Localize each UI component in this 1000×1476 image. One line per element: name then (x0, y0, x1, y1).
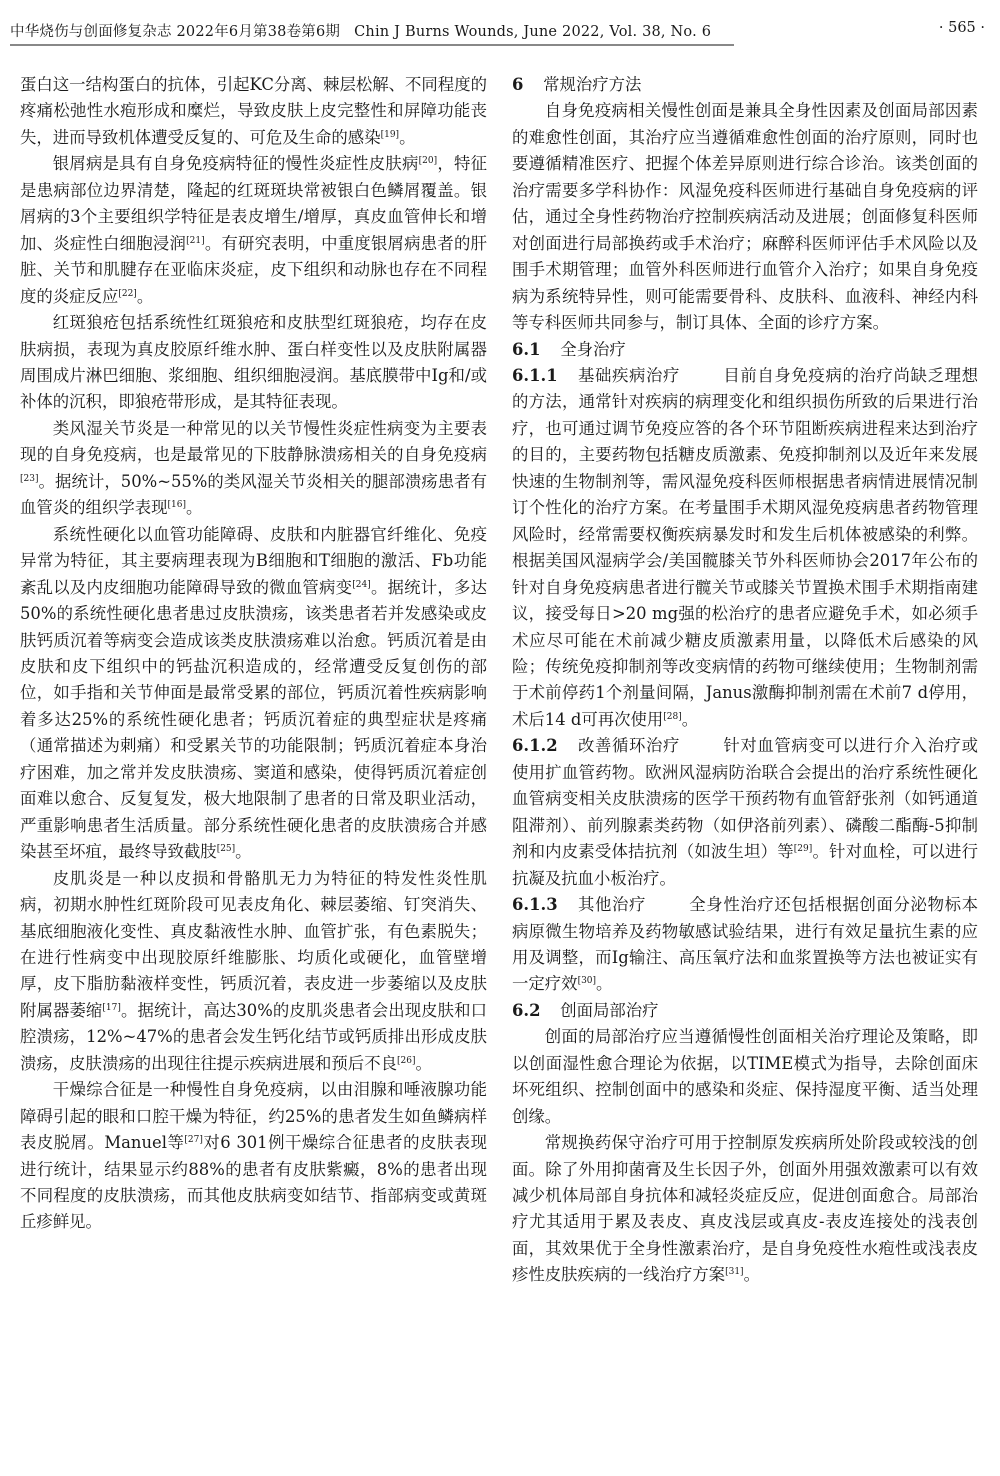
body-text: 。 (399, 127, 416, 147)
section-number: 6.1 (512, 339, 541, 359)
citation-ref: [16] (167, 500, 186, 511)
subsection-heading (512, 895, 689, 914)
citation-ref: [24] (352, 579, 371, 590)
subsection-heading (512, 736, 723, 755)
subsection-heading (512, 366, 723, 385)
body-text: 蛋白这一结构蛋白的抗体，引起KC分离、棘层松解、不同程度的疼痛松弛性水疱形成和糜烂，导致皮肤上皮完整性和屏障功能丧失，进而导致机体遭受反复的、可危及生命的感染 (20, 75, 487, 147)
right-column (512, 72, 978, 1289)
body-text: 。针对血栓，可以进行抗凝及抗血小板治疗。 (512, 842, 979, 888)
subsection-number: 6.1.1 (512, 365, 558, 385)
body-text: 。 (415, 1053, 432, 1073)
body-text: 针对血管病变可以进行介入治疗或使用扩血管药物。欧洲风湿病防治联合会提出的治疗系统性硬化血管病变相关皮肤溃疡的医学干预药物有血管舒张剂（如钙通道阻滞剂）、前列腺素类药物（如伊洛前列素）、磷酸二酯酶-5抑制剂和内皮素受体拮抗剂（如波生坦）等 (512, 736, 979, 862)
body-text: 系统性硬化以血管功能障碍、皮肤和内脏器官纤维化、免疫异常为特征，其主要病理表现为B细胞和T细胞的激活、Fb功能紊乱以及内皮细胞功能障碍导致的微血管病变 (20, 524, 487, 597)
citation-ref: [31] (725, 1267, 744, 1278)
paragraph (20, 1077, 487, 1236)
paragraph (20, 310, 487, 416)
citation-ref: [27] (184, 1135, 203, 1146)
paragraph (512, 1024, 978, 1130)
citation-ref: [19] (380, 129, 400, 140)
paragraph (20, 416, 487, 522)
body-text: 。有研究表明，中重度银屑病患者的肝脏、关节和肌腱存在亚临床炎症，皮下组织和动脉也存在不同程度的炎症反应 (20, 233, 488, 306)
body-text: 目前自身免疫病的治疗尚缺乏理想的方法，通常针对疾病的病理变化和组织损伤所致的后果进行治疗，也可通过调节免疫应答的各个环节阻断疾病进程来达到治疗的目的，主要药物包括糖皮质激素、免疫抑制剂以及近年来发展快速的生物制剂等，需风湿免疫科医师根据患者病情进展情况制订个性化的治疗方案。在考量围手术期风湿免疫病患者药物管理风险时，经常需要权衡疾病暴发时和发生后机体被感染的利弊。根据美国风湿病学会/美国髋膝关节外科医师协会2017年公布的针对自身免疫病患者进行髋关节或膝关节置换术围手术期指南建议，接受每日>20 mg强的松治疗的患者应避免手术，如必须手术应尽可能在术前减少糖皮质激素用量，以降低术后感染的风险；传统免疫抑制剂等改变病情的药物可继续使用；生物制剂需于术前停药1个剂量间隔，Janus激酶抑制剂需在术前7 d停用，术后14 d可再次使用 (512, 365, 979, 729)
section-heading (512, 337, 978, 363)
citation-ref: [23] (20, 473, 39, 484)
paragraph (20, 151, 487, 310)
subsection-number: 6.1.3 (512, 895, 558, 915)
citation-ref: [21] (186, 235, 205, 246)
journal-title-cn: 中华烧伤与创面修复杂志 2022年6月第38卷第6期 (10, 24, 341, 40)
subsection-title: 基础疾病治疗 (577, 365, 681, 385)
paragraph (512, 733, 978, 892)
citation-ref: [25] (216, 844, 236, 855)
citation-ref: [17] (102, 1002, 121, 1013)
citation-ref: [26] (396, 1055, 416, 1066)
paragraph (20, 522, 487, 866)
body-text: 。 (136, 286, 154, 306)
body-text: 皮肌炎是一种以皮损和骨骼肌无力为特征的特发性炎性肌病，初期水肿性红斑阶段可见表皮角化、棘层萎缩、钉突消失、基底细胞液化变性、真皮黏液性水肿、血管扩张，有色素脱失；在进行性病变中出现胶原纤维膨胀、均质化或硬化，血管壁增厚，皮下脂肪黏液样变性，钙质沉着，表皮进一步萎缩以及皮肤附属器萎缩 (20, 868, 487, 1020)
body-text: 。 (235, 842, 252, 862)
page-number: · 565 · (938, 20, 985, 36)
journal-citation (10, 20, 711, 41)
body-text: 自身免疫病相关慢性创面是兼具全身性因素及创面局部因素的难愈性创面，其治疗应当遵循难愈性创面的治疗原则，同时也要遵循精准医疗、把握个体差异原则进行综合诊治。该类创面的治疗需要多学科协作：风湿免疫科医师进行基础自身免疫病的评估，通过全身性药物治疗控制疾病活动及进展；创面修复科医师对创面进行局部换药或手术治疗；麻醉科医师评估手术风险以及围手术期管理；血管外科医师进行血管介入治疗；如果自身免疫病为系统特异性，则可能需要骨科、皮肤科、血液科、神经内科等专科医师共同参与，制订具体、全面的诊疗方案。 (512, 101, 978, 333)
journal-title-en: Chin J Burns Wounds, June 2022, Vol. 38, No. 6 (354, 24, 712, 40)
body-text: 红斑狼疮包括系统性红斑狼疮和皮肤型红斑狼疮，均存在皮肤病损，表现为真皮胶原纤维水肿、蛋白样变性以及皮肤附属器周围成片淋巴细胞、浆细胞、组织细胞浸润。基底膜带中Ig和/或补体的沉积，即狼疮带形成，是其特征表现。 (20, 313, 487, 412)
header-rule (10, 44, 734, 46)
section-heading (512, 72, 978, 98)
section-number: 6 (512, 75, 524, 94)
body-text: 银屑病是具有自身免疫病特征的慢性炎症性皮肤病 (52, 154, 419, 174)
paragraph (512, 98, 978, 336)
citation-ref: [22] (118, 288, 137, 299)
citation-ref: [30] (577, 976, 597, 987)
section-title: 全身治疗 (560, 339, 626, 359)
body-text: 。 (186, 498, 203, 518)
paragraph (20, 72, 487, 151)
citation-ref: [28] (663, 711, 682, 722)
body-text: 。 (596, 974, 613, 994)
section-title: 创面局部治疗 (560, 1000, 659, 1020)
citation-ref: [20] (418, 156, 438, 167)
section-number: 6.2 (512, 1000, 541, 1020)
body-text: 干燥综合征是一种慢性自身免疫病，以由泪腺和唾液腺功能障碍引起的眼和口腔干燥为特征，约25%的患者发生如鱼鳞病样表皮脱屑。Manuel等 (20, 1080, 487, 1153)
subsection-title: 其他治疗 (577, 895, 647, 915)
body-text: 。 (743, 1265, 760, 1285)
running-header (10, 20, 985, 46)
body-text: 。据统计，高达30%的皮肌炎患者会出现皮肤和口腔溃疡，12%~47%的患者会发生钙化结节或钙质排出形成皮肤溃疡，皮肤溃疡的出现往往提示疾病进展和预后不良 (20, 1000, 488, 1073)
citation-ref: [29] (793, 844, 813, 855)
subsection-number: 6.1.2 (512, 736, 558, 756)
body-text: 类风湿关节炎是一种常见的以关节慢性炎症性病变为主要表现的自身免疫病，也是最常见的下肢静脉溃疡相关的自身免疫病 (20, 418, 487, 465)
body-text: 。 (681, 709, 699, 729)
paragraph (512, 892, 978, 998)
paragraph (512, 363, 978, 733)
section-title: 常规治疗方法 (543, 75, 642, 94)
body-text: 创面的局部治疗应当遵循慢性创面相关治疗理论及策略，即以创面湿性愈合理论为依据，以TIME模式为指导，去除创面床坏死组织、控制创面中的感染和炎症、保持湿度平衡、适当处理创缘。 (512, 1027, 978, 1126)
body-text: 对6 301例干燥综合征患者的皮肤表现进行统计，结果显示约88%的患者有皮肤紫癜，8%的患者出现不同程度的皮肤溃疡，而其他皮肤病变如结节、指部病变或黄斑丘疹鲜见。 (20, 1133, 487, 1232)
subsection-title: 改善循环治疗 (577, 736, 681, 756)
paragraph (20, 866, 487, 1078)
section-heading (512, 998, 978, 1024)
body-text: ，特征是患病部位边界清楚，隆起的红斑斑块常被银白色鳞屑覆盖。银屑病的3个主要组织学特征是表皮增生/增厚，真皮血管伸长和增加、炎症性白细胞浸润 (20, 154, 488, 253)
body-text: 。据统计，多达50%的系统性硬化患者患过皮肤溃疡，该类患者若并发感染或皮肤钙质沉着等病变会造成该类皮肤溃疡难以治愈。钙质沉着是由皮肤和皮下组织中的钙盐沉积造成的，经常遭受反复创伤的部位，如手指和关节伸面是最常受累的部位，钙质沉着性疾病影响着多达25%的系统性硬化患者；钙质沉着症的典型症状是疼痛（通常描述为刺痛）和受累关节的功能限制；钙质沉着症本身治疗困难，加之常并发皮肤溃疡、窦道和感染，使得钙质沉着症创面难以愈合、反复复发，极大地限制了患者的日常及职业活动，严重影响患者生活质量。部分系统性硬化患者的皮肤溃疡合并感染甚至坏疽，最终导致截肢 (20, 577, 488, 862)
body-text: 常规换药保守治疗可用于控制原发疾病所处阶段或较浅的创面。除了外用抑菌膏及生长因子外，创面外用强效激素可以有效减少机体局部自身抗体和减轻炎症反应，促进创面愈合。局部治疗尤其适用于累及表皮、真皮浅层或真皮-表皮连接处的浅表创面，其效果优于全身性激素治疗，是自身免疫性水疱性或浅表皮疹性皮肤疾病的一线治疗方案 (512, 1133, 978, 1285)
left-column (20, 72, 487, 1236)
body-text: 全身性治疗还包括根据创面分泌物标本病原微生物培养及药物敏感试验结果，进行有效足量抗生素的应用及调整，而Ig输注、高压氧疗法和血浆置换等方法也被证实有一定疗效 (512, 895, 979, 994)
body-text: 。据统计，50%~55%的类风湿关节炎相关的腿部溃疡患者有血管炎的组织学表现 (20, 471, 487, 518)
paragraph (512, 1130, 978, 1289)
